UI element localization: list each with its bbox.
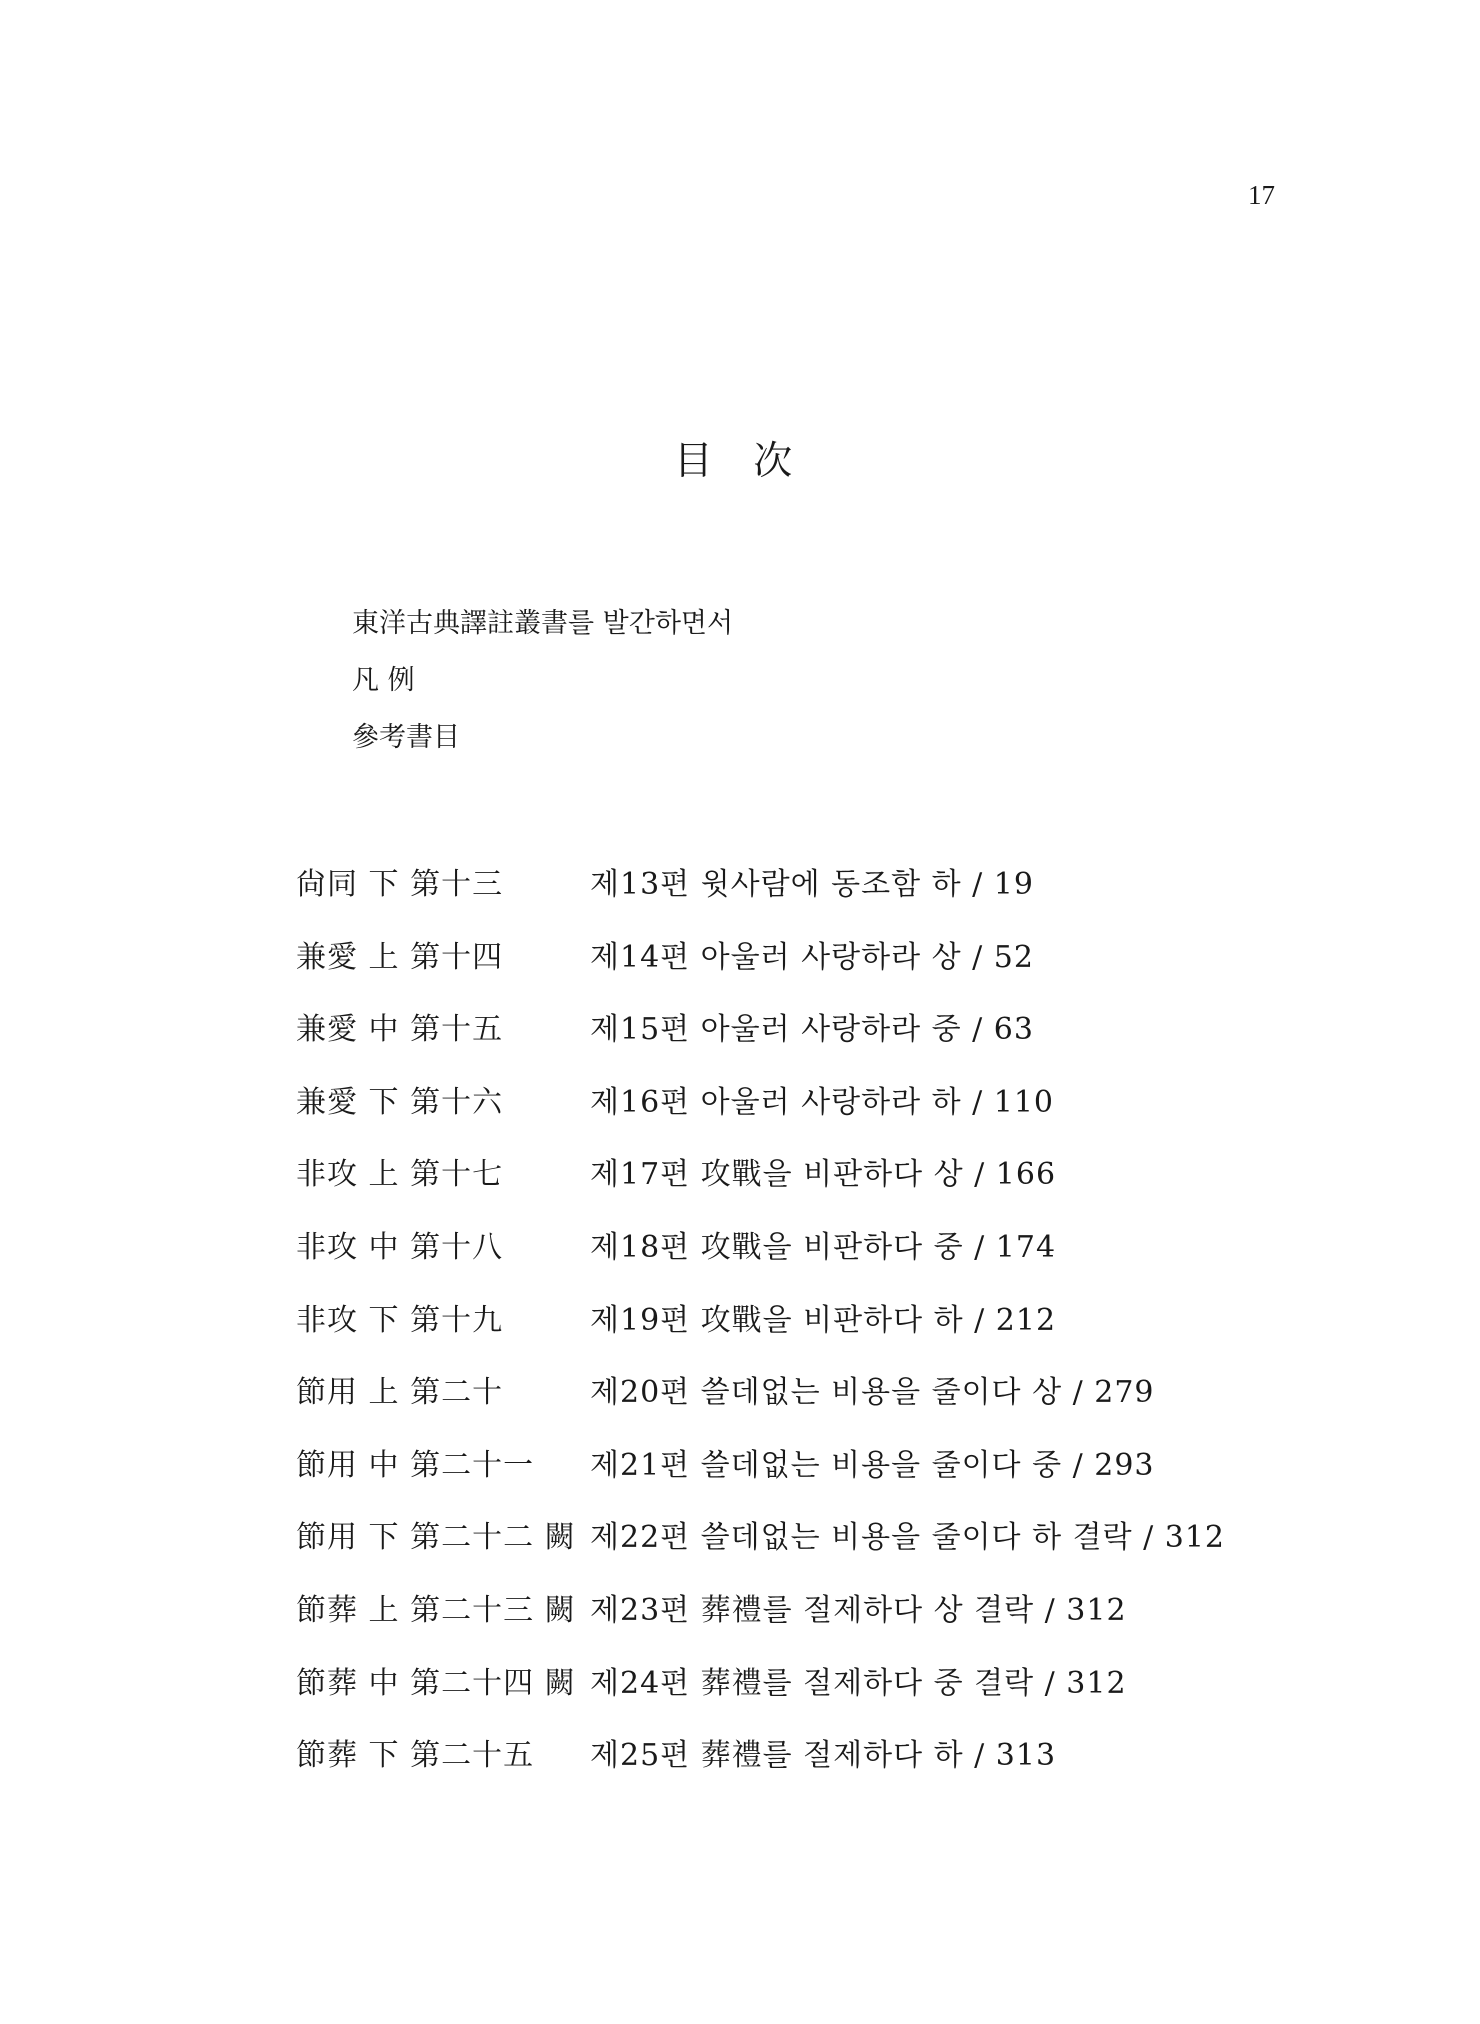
toc-chinese-title: 節用 中 第二十一 [296,1447,535,1483]
front-matter-item-explanatory-notes[interactable]: 凡 例 [352,665,415,696]
toc-korean-title: 제15편 아울러 사랑하라 중 / 63 [590,1012,1034,1048]
toc-row[interactable] [296,1448,1225,1521]
toc-korean-title: 제19편 攻戰을 비판하다 하 / 212 [590,1302,1057,1338]
toc-chinese-title: 尙同 下 第十三 [296,867,504,902]
toc-korean-title: 제16편 아울러 사랑하라 하 / 110 [590,1084,1055,1120]
front-matter-item-bibliography[interactable]: 參考書目 [352,722,460,753]
toc-row[interactable] [296,1520,1225,1593]
toc-row[interactable] [296,1230,1225,1303]
toc-korean-title: 제23편 葬禮를 절제하다 상 결락 / 312 [590,1592,1127,1628]
toc-chinese-title: 節用 上 第二十 [296,1375,504,1411]
toc-chinese-title: 兼愛 中 第十五 [296,1012,504,1048]
toc-list [296,867,1225,1811]
toc-chinese-title: 節葬 下 第二十五 [296,1738,535,1774]
toc-korean-title: 제22편 쓸데없는 비용을 줄이다 하 결락 / 312 [590,1520,1225,1556]
toc-chinese-title: 非攻 下 第十九 [296,1302,504,1338]
toc-chinese-title: 兼愛 上 第十四 [296,939,504,975]
toc-row[interactable] [296,1593,1225,1666]
toc-korean-title: 제20편 쓸데없는 비용을 줄이다 상 / 279 [590,1375,1155,1411]
toc-korean-title: 제18편 攻戰을 비판하다 중 / 174 [590,1229,1057,1265]
toc-row[interactable] [296,1085,1225,1158]
toc-row[interactable] [296,1375,1225,1448]
toc-korean-title: 제14편 아울러 사랑하라 상 / 52 [590,939,1034,975]
toc-row[interactable] [296,1303,1225,1376]
front-matter-item-publication-note[interactable]: 東洋古典譯註叢書를 발간하면서 [352,608,734,639]
toc-row[interactable] [296,1666,1225,1739]
toc-chinese-title: 非攻 中 第十八 [296,1229,504,1265]
toc-chinese-title: 節用 下 第二十二 闕 [296,1520,576,1556]
toc-korean-title: 제21편 쓸데없는 비용을 줄이다 중 / 293 [590,1447,1155,1483]
page-title: 目 次 [673,439,807,484]
page-number: 17 [1248,180,1275,210]
toc-korean-title: 제17편 攻戰을 비판하다 상 / 166 [590,1157,1057,1193]
toc-korean-title: 제13편 윗사람에 동조함 하 / 19 [590,867,1034,902]
toc-row[interactable] [296,1012,1225,1085]
toc-row[interactable] [296,940,1225,1013]
toc-row[interactable] [296,867,1225,940]
toc-korean-title: 제24편 葬禮를 절제하다 중 결락 / 312 [590,1665,1127,1701]
front-matter-list [352,606,733,777]
toc-chinese-title: 非攻 上 第十七 [296,1157,504,1193]
toc-row[interactable] [296,1738,1225,1811]
toc-chinese-title: 節葬 中 第二十四 闕 [296,1665,576,1701]
toc-chinese-title: 兼愛 下 第十六 [296,1084,504,1120]
toc-korean-title: 제25편 葬禮를 절제하다 하 / 313 [590,1738,1057,1774]
toc-row[interactable] [296,1157,1225,1230]
toc-chinese-title: 節葬 上 第二十三 闕 [296,1592,576,1628]
